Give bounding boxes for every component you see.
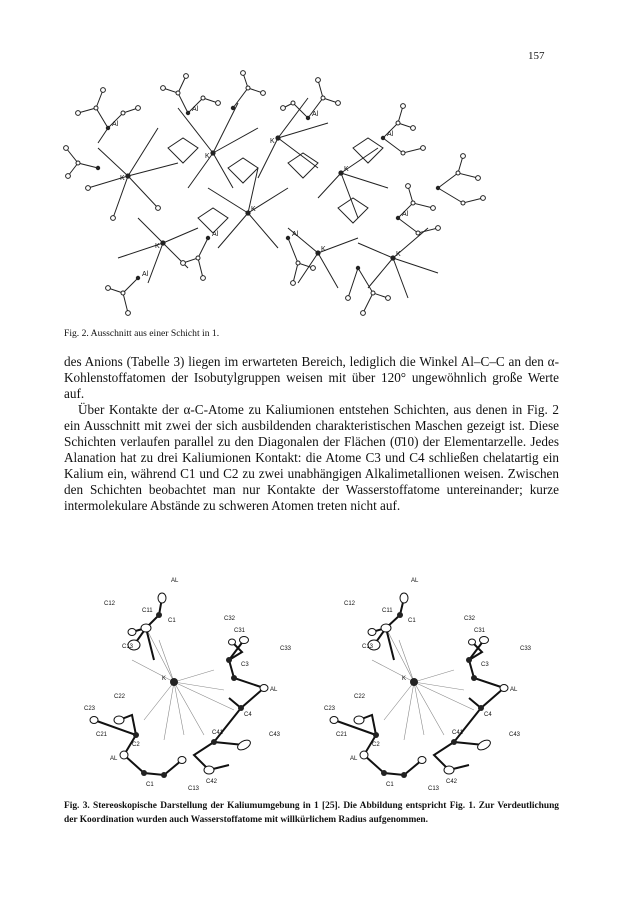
body-text xyxy=(64,354,559,514)
label-c21: C21 xyxy=(96,732,108,738)
label-c13: C13 xyxy=(428,786,440,792)
k-label: K xyxy=(270,138,275,145)
figure-2-svg xyxy=(58,68,518,323)
label-c11: C11 xyxy=(142,608,153,614)
label-c43: C43 xyxy=(269,732,281,738)
al-label: Al xyxy=(192,106,199,113)
figure-2-structure-drawing xyxy=(58,68,518,323)
label-c1: C1 xyxy=(408,618,416,624)
label-c13: C13 xyxy=(362,644,374,650)
label-c32: C32 xyxy=(224,616,236,622)
figure-3-left-view xyxy=(84,570,309,795)
label-c1: C1 xyxy=(168,618,176,624)
al-label: Al xyxy=(312,111,319,118)
al-label: Al xyxy=(142,271,149,278)
label-c1: C1 xyxy=(386,782,394,788)
label-c21: C21 xyxy=(336,732,348,738)
al-label: Al xyxy=(292,231,299,238)
label-c3: C3 xyxy=(241,662,249,668)
al-label: Al xyxy=(402,211,409,218)
label-c22: C22 xyxy=(354,694,366,700)
k-label: K xyxy=(396,251,401,258)
figure-3-caption: Fig. 3. Stereoskopische Darstellung der Kaliumumgebung in 1 [25]. Die Abbildung entspricht Fig. 1. Zur Verdeutlichung der Koordination wurden auch Wasserstoffatome mit willkürlichem Radius aufgenommen. xyxy=(64,801,559,825)
k-label: K xyxy=(251,206,256,213)
figure-2-caption: Fig. 2. Ausschnitt aus einer Schicht in 1. xyxy=(64,328,220,339)
page-number: 157 xyxy=(528,50,545,62)
label-al: AL xyxy=(350,756,358,762)
label-al: AL xyxy=(270,687,278,693)
k-label: K xyxy=(155,243,160,250)
label-c32: C32 xyxy=(464,616,476,622)
label-c2: C2 xyxy=(132,742,140,748)
label-al: AL xyxy=(171,578,179,584)
label-c13: C13 xyxy=(122,644,134,650)
label-c12: C12 xyxy=(344,601,356,607)
k-label: K xyxy=(321,246,326,253)
label-c23: C23 xyxy=(324,706,336,712)
label-al: AL xyxy=(510,687,518,693)
paragraph-2: Über Kontakte der α-C-Atome zu Kaliumionen entstehen Schichten, aus denen in Fig. 2 ein Ausschnitt mit zwei der sich ausbildenden charakteristischen Maschen gezeigt ist. Diese Schichten verlaufen parallel zu den Diagonalen der Flächen (0̄10) der Elementarzelle. Jedes Alanation hat zu drei Kaliumionen Kontakt: die Atome C3 und C4 schließen chelatartig ein Kalium ein, während C1 und C2 zu zwei unabhängigen Alkalimetallionen weisen. Zwischen den Schichten beobachtet man nur Kontakte der Wasserstoffatome untereinander; kurze intermolekulare Abstände zu schweren Atomen treten nicht auf. xyxy=(64,402,559,513)
label-c23: C23 xyxy=(84,706,96,712)
label-c41: C41 xyxy=(212,730,224,736)
label-c43: C43 xyxy=(509,732,521,738)
k-label: K xyxy=(344,166,349,173)
figure-3-left-svg xyxy=(84,570,309,795)
label-k: K xyxy=(402,676,407,682)
k-label: K xyxy=(120,175,125,182)
al-label: Al xyxy=(212,231,219,238)
label-c41: C41 xyxy=(452,730,464,736)
label-c12: C12 xyxy=(104,601,116,607)
label-c42: C42 xyxy=(206,779,218,785)
label-c1: C1 xyxy=(146,782,154,788)
label-c31: C31 xyxy=(474,628,486,634)
label-c22: C22 xyxy=(114,694,126,700)
label-c13: C13 xyxy=(188,786,200,792)
al-label: Al xyxy=(112,121,119,128)
label-c3: C3 xyxy=(481,662,489,668)
label-c42: C42 xyxy=(446,779,458,785)
label-c4: C4 xyxy=(244,712,252,718)
al-label: Al xyxy=(387,131,394,138)
label-k: K xyxy=(162,676,167,682)
k-label: K xyxy=(205,153,210,160)
label-c4: C4 xyxy=(484,712,492,718)
label-al: AL xyxy=(110,756,118,762)
figure-3-right-svg xyxy=(320,570,545,795)
label-c2: C2 xyxy=(372,742,380,748)
label-c33: C33 xyxy=(520,646,532,652)
label-c11: C11 xyxy=(382,608,393,614)
label-c33: C33 xyxy=(280,646,292,652)
label-al: AL xyxy=(411,578,419,584)
figure-3-right-view xyxy=(320,570,545,795)
paragraph-1: des Anions (Tabelle 3) liegen im erwarteten Bereich, lediglich die Winkel Al–C–C an den α-Kohlenstoffatomen der Isobutylgruppen weisen mit über 120° ungewöhnlich große Werte auf. xyxy=(64,354,559,401)
label-c31: C31 xyxy=(234,628,246,634)
